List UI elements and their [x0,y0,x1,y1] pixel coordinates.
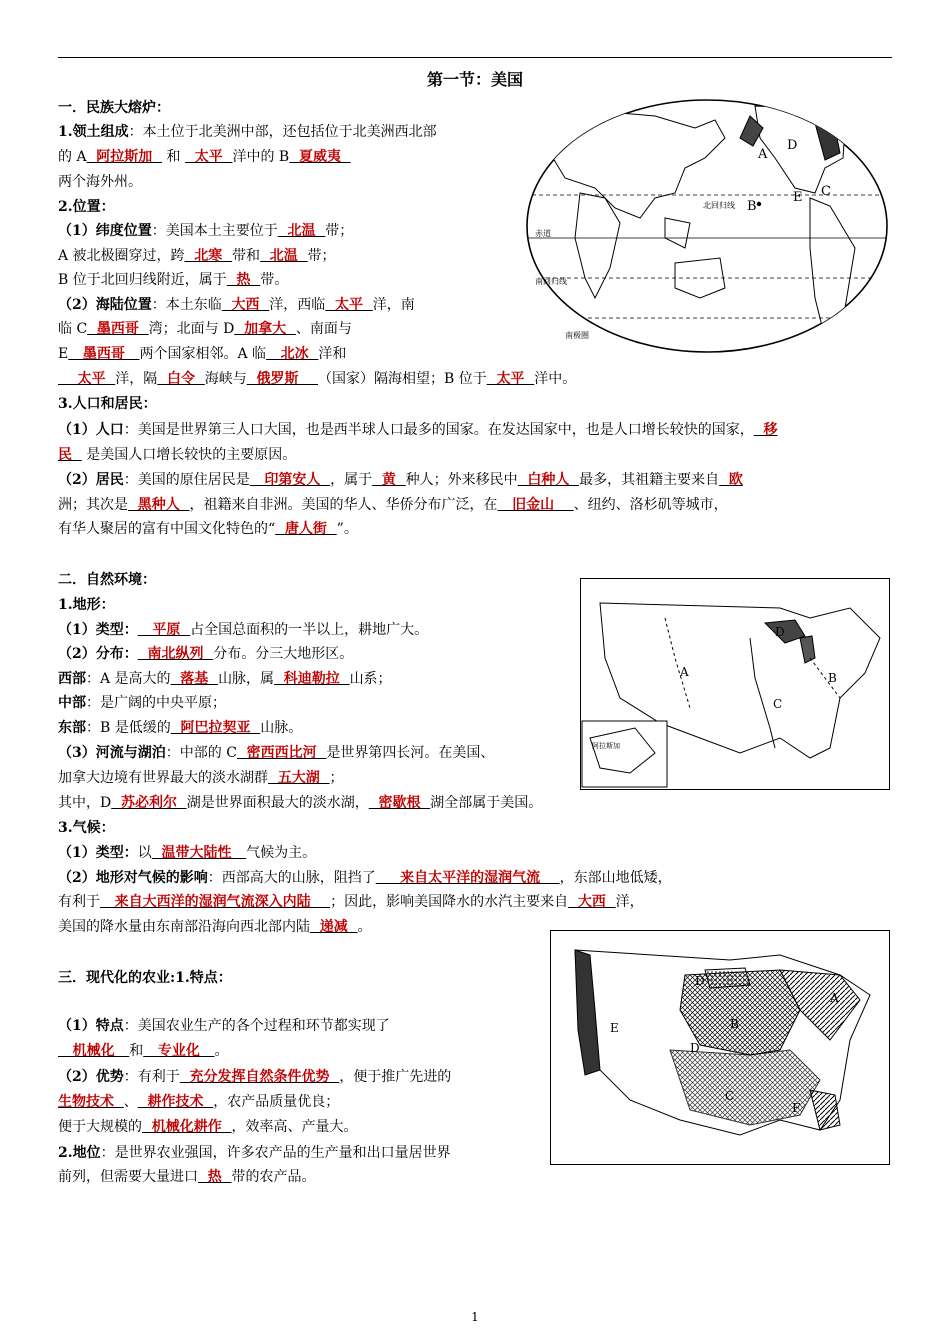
body-text: 是世界第四长河。在美国、 [326,745,495,761]
answer-blank: 太平 [184,149,233,165]
body-text: 带； [325,223,354,239]
heading-text: 2.位置： [58,199,115,215]
body-text: 最多，其祖籍主要来自 [579,472,720,488]
answer-blank: 苏必利尔 [111,795,187,811]
answer-blank: 大西 [221,297,270,313]
body-text: 两个国家相邻。A 临 [139,346,267,362]
body-text: 。 [357,919,372,935]
body-text: ，效率高、产量大。 [231,1119,358,1135]
answer-blank: 热 [226,272,261,288]
answer-blank: 黑种人 [128,497,190,513]
answer-blank: 热 [198,1169,232,1185]
answer-blank: 机械化 [58,1043,130,1059]
text-line [58,342,346,366]
text-line [58,96,170,120]
text-line [58,418,778,442]
body-text: 分布。分三大地形区。 [213,646,354,662]
text-line [58,691,226,715]
body-text: A 被北极圈穿过，跨 [58,248,185,264]
body-text: ，农产品质量优良； [213,1094,340,1110]
heading-text: （3）河流与湖泊 [58,745,166,761]
map-label-b: B [747,199,757,214]
answer-blank: 北温 [277,223,326,239]
answer-blank: 平原 [137,622,191,638]
body-text: E [58,346,69,362]
inset-label: 阿拉斯加 [592,742,620,750]
body-text: B 位于北回归线附近，属于 [58,272,227,288]
agriculture-map [550,930,890,1165]
body-text: ；因此，影响美国降水的水汽主要来自 [330,894,569,910]
terrain-label-c: C [773,697,783,711]
answer-blank: 密西西比河 [236,745,327,761]
text-line [58,866,672,890]
answer-blank: 五大湖 [268,770,330,786]
answer-blank: 北寒 [184,248,233,264]
text-line [58,618,428,642]
heading-text: （2）海陆位置 [58,297,152,313]
body-text: ：是世界农业强国，许多农产品的生产量和出口量居世界 [100,1145,451,1161]
map-label-a: A [758,147,768,162]
body-text: 气候为主。 [246,845,317,861]
heading-text: 东部 [58,720,86,736]
answer-blank: 阿巴拉契亚 [170,720,261,736]
body-text: 加拿大边境有世界最大的淡水湖群 [58,770,268,786]
text-line [58,791,542,815]
body-text: ：美国是世界第三人口大国，也是西半球人口最多的国家。在发达国家中，也是人口增长较快的国家， [123,422,754,438]
text-line [58,667,392,691]
answer-blank: 夏威夷 [289,149,351,165]
body-text: ：美国的原住居民是 [123,472,250,488]
body-text: ； [329,770,344,786]
text-line [58,1039,229,1063]
agri-label-e: E [610,1021,619,1035]
body-text: 洲；其次是 [58,497,128,513]
body-text: 洋和 [318,346,347,362]
answer-blank: 俄罗斯 [246,371,318,387]
answer-blank: 白种人 [517,472,580,488]
map-label-d: D [787,138,798,153]
body-text: 湖是世界面积最大的淡水湖， [186,795,369,811]
text-line [58,915,372,939]
page-number: 1 [471,1310,479,1324]
answer-blank: 旧金山 [497,497,574,513]
body-text: 有利于 [58,894,100,910]
terrain-label-d: D [775,625,785,639]
text-line [58,367,576,391]
text-line [58,120,437,144]
body-text: 两个海外州。 [58,174,142,190]
answer-blank: 大西 [568,894,616,910]
text-line [58,890,644,914]
body-text: 湖全部属于美国。 [430,795,543,811]
heading-text: （2）优势 [58,1069,124,1085]
body-text: ：美国本土主要位于 [151,223,278,239]
body-text: 美国的降水量由东南部沿海向西北部内陆 [58,919,310,935]
text-line [58,741,494,765]
body-text: 洋，南 [372,297,415,313]
body-text: 和 [162,149,185,165]
header-rule [58,57,892,58]
heading-text: 3.气候： [58,820,115,836]
agri-label-d: D [690,1041,700,1055]
answer-blank: 阿拉斯加 [86,149,163,165]
answer-blank: 北温 [260,248,308,264]
answer-blank: 落基 [170,671,219,687]
heading-text: 2.地位 [58,1145,101,1161]
map-label-c: C [821,184,831,199]
body-text: 山系； [349,671,392,687]
body-text: 的 A [58,149,87,165]
heading-text: 二．自然环境： [58,572,156,588]
body-text: 前列，但需要大量进口 [58,1169,198,1185]
body-text: 山脉。 [260,720,303,736]
body-text: ”。 [336,521,358,537]
body-text: 以 [137,845,152,861]
text-line [58,716,302,740]
text-line [58,642,353,666]
answer-blank: 充分发挥自然条件优势 [179,1069,340,1085]
answer-blank: 太平 [486,371,535,387]
heading-text: 1.地形： [58,597,115,613]
heading-text: 一．民族大熔炉： [58,100,170,116]
answer-blank: 来自太平洋的湿润气流 [375,870,560,886]
body-text: 是美国人口增长较快的主要原因。 [81,447,297,463]
body-text: 和 [129,1043,144,1059]
answer-blank: 生物技术 [58,1094,124,1110]
body-text: 、纽约、洛杉矶等城市， [573,497,728,513]
tropic-cancer-label: 北回归线 [703,201,735,210]
heading-text: （2）地形对气候的影响 [58,870,208,886]
body-text: 。 [214,1043,229,1059]
body-text: ：A 是高大的 [86,671,171,687]
answer-blank: 太平 [58,371,116,387]
body-text: 湾；北面与 D [148,321,235,337]
world-map [525,98,890,355]
map-label-e: E [793,190,803,205]
answer-blank: 民 [58,447,82,463]
text-line [58,493,728,517]
answer-blank: 机械化耕作 [142,1119,232,1135]
heading-text: （1）人口 [58,422,124,438]
answer-blank: 密歇根 [368,795,431,811]
answer-blank: 唐人街 [275,521,337,537]
heading-text: （2）居民 [58,472,124,488]
text-line [58,468,743,492]
answer-blank: 来自大西洋的湿润气流深入内陆 [100,894,331,910]
text-line [58,145,351,169]
agri-label-c: C [725,1089,735,1103]
heading-text: （1）类型： [58,622,138,638]
answer-blank: 南北纵列 [137,646,214,662]
terrain-label-a: A [680,665,689,679]
agri-label-a: A [830,991,839,1005]
terrain-label-b: B [828,671,837,685]
answer-blank: 温带大陆性 [151,845,247,861]
agri-label-d-north: D [695,974,705,988]
answer-blank: 递减 [310,919,358,935]
text-line [58,268,288,292]
answer-blank: 加拿大 [234,321,296,337]
body-text: 便于大规模的 [58,1119,142,1135]
body-text: 临 C [58,321,88,337]
text-line [58,841,316,865]
heading-text: 1. [58,124,73,140]
body-text: 山脉，属 [218,671,275,687]
body-text: ：西部高大的山脉，阻挡了 [207,870,376,886]
body-text: 洋中。 [534,371,577,387]
answer-blank: 移 [753,422,778,438]
page-title: 第一节：美国 [426,70,523,89]
text-line [58,1115,358,1139]
text-line [58,966,232,990]
body-text: 、 [123,1094,138,1110]
body-text: 洋， [615,894,644,910]
heading-text: 三．现代化的农业:1.特点： [58,970,232,986]
body-text: 、南面与 [295,321,352,337]
heading-text: （1）纬度位置 [58,223,152,239]
text-line [58,1141,451,1165]
agri-label-b: B [730,1017,739,1031]
body-text: 洋中的 B [232,149,290,165]
body-text: ：本土东临 [151,297,222,313]
body-text: 有华人聚居的富有中国文化特色的“ [58,521,276,537]
body-text: 洋，隔 [115,371,158,387]
heading-text: 中部 [58,695,86,711]
heading-text: 领土组成 [72,124,129,140]
answer-blank: 墨西哥 [87,321,149,337]
body-text: ：美国农业生产的各个过程和环节都实现了 [123,1018,390,1034]
text-line [58,443,296,467]
body-text: ，祖籍来自非洲。美国的华人、华侨分布广泛，在 [189,497,498,513]
text-line [58,1014,390,1038]
body-text: ，东部山地低矮， [559,870,672,886]
body-text: （国家）隔海相望；B 位于 [318,371,487,387]
answer-blank: 白令 [157,371,205,387]
body-text: ：本土位于北美洲中部，还包括位于北美洲西北部 [128,124,437,140]
heading-text: （1）类型： [58,845,138,861]
body-text: 种人；外来移民中 [405,472,518,488]
heading-text: （1）特点 [58,1018,124,1034]
equator-label: 赤道 [535,229,551,238]
heading-text: 西部 [58,671,86,687]
body-text: ：有利于 [123,1069,180,1085]
body-text: ：中部的 C [165,745,237,761]
answer-blank: 科迪勒拉 [274,671,350,687]
answer-blank: 北冰 [266,346,319,362]
body-text: 占全国总面积的一半以上，耕地广大。 [190,622,429,638]
text-line [58,816,115,840]
answer-blank: 印第安人 [249,472,331,488]
body-text: ：是广阔的中央平原； [86,695,226,711]
answer-blank: 黄 [372,472,406,488]
answer-blank: 太平 [325,297,373,313]
body-text: ，属于 [330,472,373,488]
text-line [58,1065,451,1089]
heading-text: （2）分布： [58,646,138,662]
body-text: 带； [307,248,336,264]
text-line [58,568,156,592]
body-text: 带。 [260,272,289,288]
text-line [58,293,415,317]
text-line [58,1165,316,1189]
text-line [58,170,142,194]
text-line [58,219,353,243]
tropic-capricorn-label: 南回归线 [535,277,567,286]
body-text: ，便于推广先进的 [339,1069,452,1085]
agri-label-f: F [792,1101,801,1115]
text-line [58,392,157,416]
text-line [58,317,352,341]
body-text: 洋，西临 [269,297,326,313]
text-line [58,593,115,617]
text-line [58,766,344,790]
body-text: 海峡与 [204,371,247,387]
text-line [58,517,358,541]
antarctic-circle-label: 南极圈 [565,331,589,340]
answer-blank: 墨西哥 [68,346,140,362]
body-text: 带的农产品。 [231,1169,316,1185]
answer-blank: 欧 [719,472,743,488]
text-line [58,244,336,268]
answer-blank: 耕作技术 [137,1094,214,1110]
text-line [58,1090,339,1114]
body-text: 带和 [232,248,261,264]
body-text: 其中，D [58,795,112,811]
terrain-map [580,578,890,790]
heading-text: 3.人口和居民： [58,396,157,412]
answer-blank: 专业化 [143,1043,215,1059]
text-line [58,195,115,219]
body-text: ：B 是低缓的 [86,720,171,736]
